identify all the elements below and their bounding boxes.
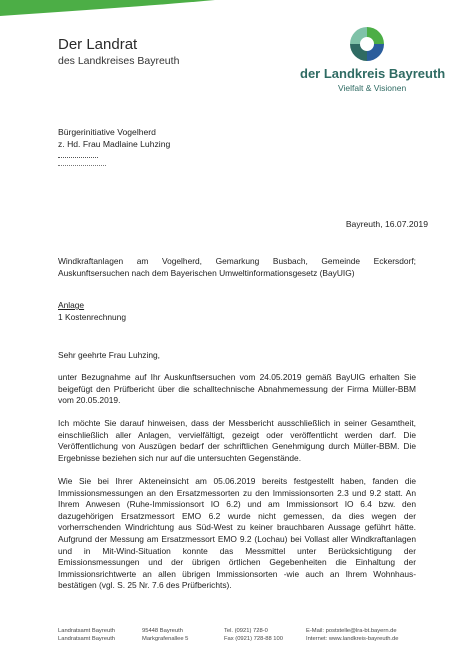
recipient-line-2: z. Hd. Frau Madlaine Luhzing (58, 139, 171, 149)
footer-text: Markgrafenallee 5 (142, 636, 189, 642)
body-paragraph-1: unter Bezugnahme auf Ihr Auskunftsersuchen vom 24.05.2019 gemäß BayUIG erhalten Sie beigefügt den Prüfbericht über die schalltechnische Abnahmemessung der Firma Müller-BBM vom 20.05.2019. (58, 372, 416, 406)
body-paragraph-3: Wie Sie bei Ihrer Akteneinsicht am 05.06.2019 bereits festgestellt haben, fanden die Immissionsmessungen an den Ersatzmessorten zu den Immissionsorten 2.3 und 9.2 statt. An Ihrem Anwesen (Ruhe-Immissionsort IO 6.2) und am Immissionsort IO 6.4 bzw. den dazugehörigen Ersatzmessort EMO 6.2 wurde nicht gemessen, da dies wegen der vorherrschenden Windrichtung aus Süd-West zu keiner brauchbaren Aussage geführt hätte. Aufgrund der Messung am Ersatzmessort EMO 9.2 (Lochau) bei Vollast aller Windkraftanlagen und in Mit-Wind-Situation konnte das Messmittel unter Berücksichtigung der Emissionsmessungen und der übrigen örtlichen Gegebenheiten die Einhaltung der Immissionsrichtwerte an allen übrigen Immissionsorten -wie auch an Ihrem Wohnhaus- bestätigen (vgl. S. 25 Nr. 7.6 des Prüfberichts). (58, 476, 416, 591)
recipient-address (58, 126, 170, 166)
attachment-heading: Anlage (58, 300, 85, 310)
redacted-city (58, 161, 106, 166)
redacted-street (58, 153, 98, 158)
letter-subject: Windkraftanlagen am Vogelherd, Gemarkung Busbach, Gemeinde Eckersdorf; Auskunftsersuchen nach dem Bayerischen Umweltinformationsgesetz (BayUIG) (58, 256, 416, 278)
recipient-line-1: Bürgerinitiative Vogelherd (58, 127, 156, 137)
footer-text: Landratsamt Bayreuth (58, 628, 116, 634)
salutation: Sehr geehrte Frau Luhzing, (58, 350, 160, 360)
brand-tagline: Vielfalt & Visionen (338, 83, 407, 93)
footer-col-web (306, 627, 398, 643)
footer-col-address (142, 627, 188, 643)
footer-text: Internet: www.landkreis-bayreuth.de (306, 636, 399, 642)
letter-date: Bayreuth, 16.07.2019 (345, 219, 428, 229)
green-corner-graphic (0, 0, 215, 16)
attachment-item: 1 Kostenrechnung (58, 312, 126, 322)
footer-text: Landratsamt Bayreuth (58, 636, 116, 642)
footer-text: Fax (0921) 728-88 100 (224, 636, 283, 642)
footer-text: E-Mail: poststelle@lra-bt.bayern.de (306, 628, 397, 634)
body-paragraph-2: Ich möchte Sie darauf hinweisen, dass der Messbericht ausschließlich in seiner Gesamtheit, einschließlich aller Anlagen, vervielfältigt, gezeigt oder veröffentlicht werden darf. Die Veröffentlichung von Auszügen bedarf der schriftlichen Genehmigung durch Müller-BBM. Die Ergebnisse beziehen sich nur auf die untersuchten Gegenstände. (58, 418, 416, 463)
footer-col-office (58, 627, 115, 643)
brand-name: der Landkreis Bayreuth (300, 66, 446, 81)
sender-title: Der Landrat (58, 36, 138, 53)
sender-subtitle: des Landkreises Bayreuth (58, 55, 180, 67)
landkreis-logo-icon (347, 24, 387, 64)
footer-col-phone (224, 627, 283, 643)
footer-text: 95448 Bayreuth (142, 628, 183, 634)
footer-text: Tel. (0921) 728-0 (224, 628, 268, 634)
